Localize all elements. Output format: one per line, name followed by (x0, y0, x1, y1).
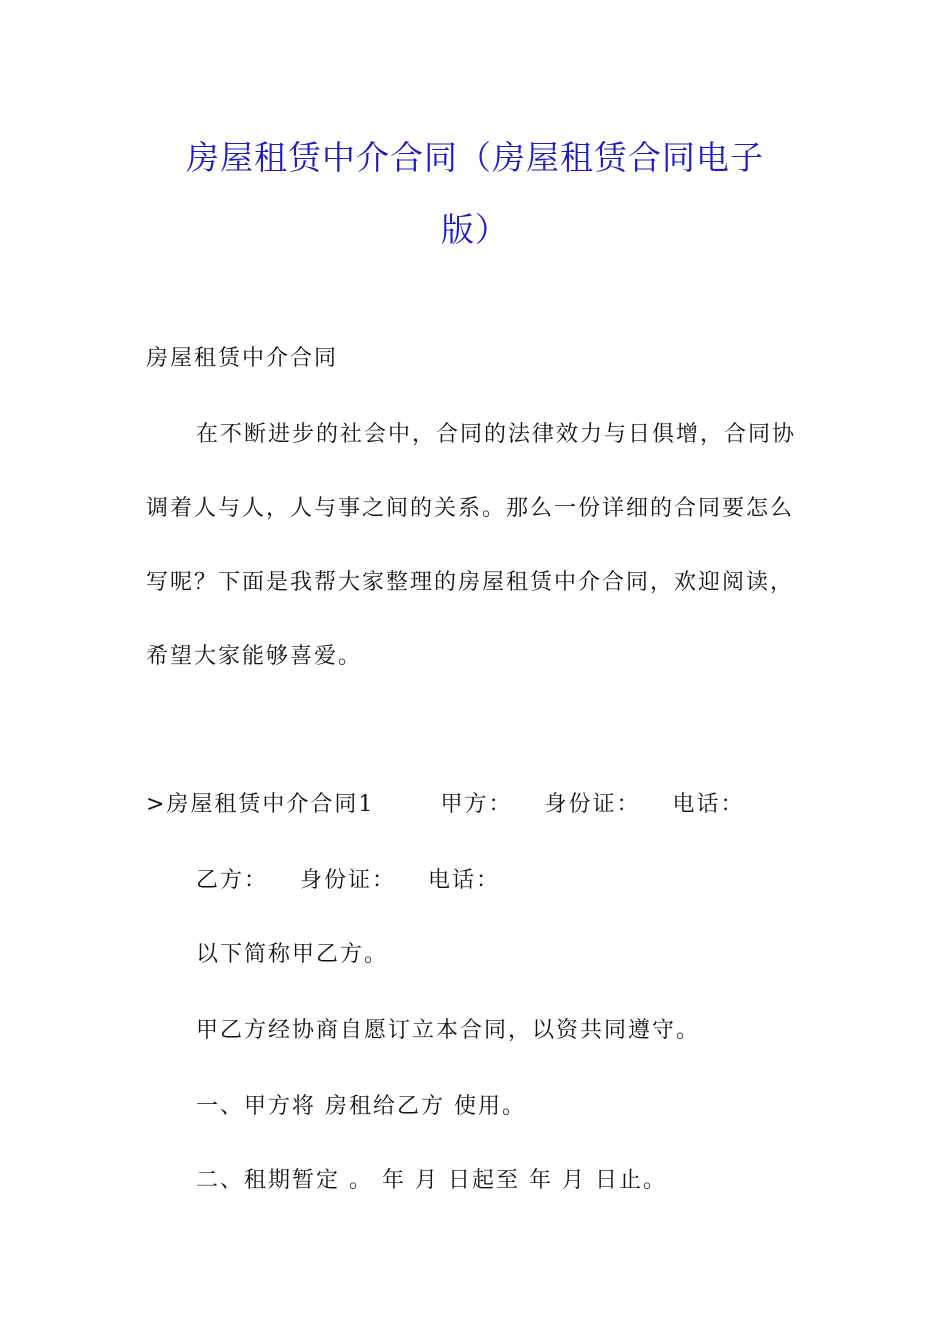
agreement-line: 甲乙方经协商自愿订立本合同，以资共同遵守。 (196, 1018, 701, 1043)
party-a-phone-label: 电话： (672, 792, 745, 817)
contract-heading: >房屋租赁中介合同1 (146, 792, 375, 817)
clause-1: 一、甲方将 房租给乙方 使用。 (196, 1094, 526, 1119)
intro-paragraph-line-3: 写呢？下面是我帮大家整理的房屋租赁中介合同，欢迎阅读， (146, 570, 795, 595)
clause-2: 二、租期暂定 。 年 月 日起至 年 月 日止。 (196, 1168, 667, 1193)
intro-paragraph-line-4: 希望大家能够喜爱。 (146, 644, 363, 669)
party-b-label: 乙方： (196, 868, 269, 893)
party-a-label: 甲方： (440, 792, 513, 817)
section-subtitle: 房屋租赁中介合同 (146, 346, 339, 371)
party-a-id-label: 身份证： (544, 792, 641, 817)
party-b-row (196, 866, 500, 896)
intro-paragraph-line-2: 调着人与人，人与事之间的关系。那么一份详细的合同要怎么 (146, 496, 795, 521)
intro-paragraph-line-1: 在不断进步的社会中，合同的法律效力与日俱增，合同协 (196, 422, 797, 447)
abbreviation-line: 以下简称甲乙方。 (196, 942, 389, 967)
document-title-line-1: 房屋租赁中介合同（房屋租赁合同电子 (186, 138, 764, 177)
document-title-line-2: 版） (441, 210, 509, 249)
party-b-phone-label: 电话： (428, 868, 501, 893)
contract-heading-row (146, 790, 744, 820)
party-b-id-label: 身份证： (300, 868, 397, 893)
